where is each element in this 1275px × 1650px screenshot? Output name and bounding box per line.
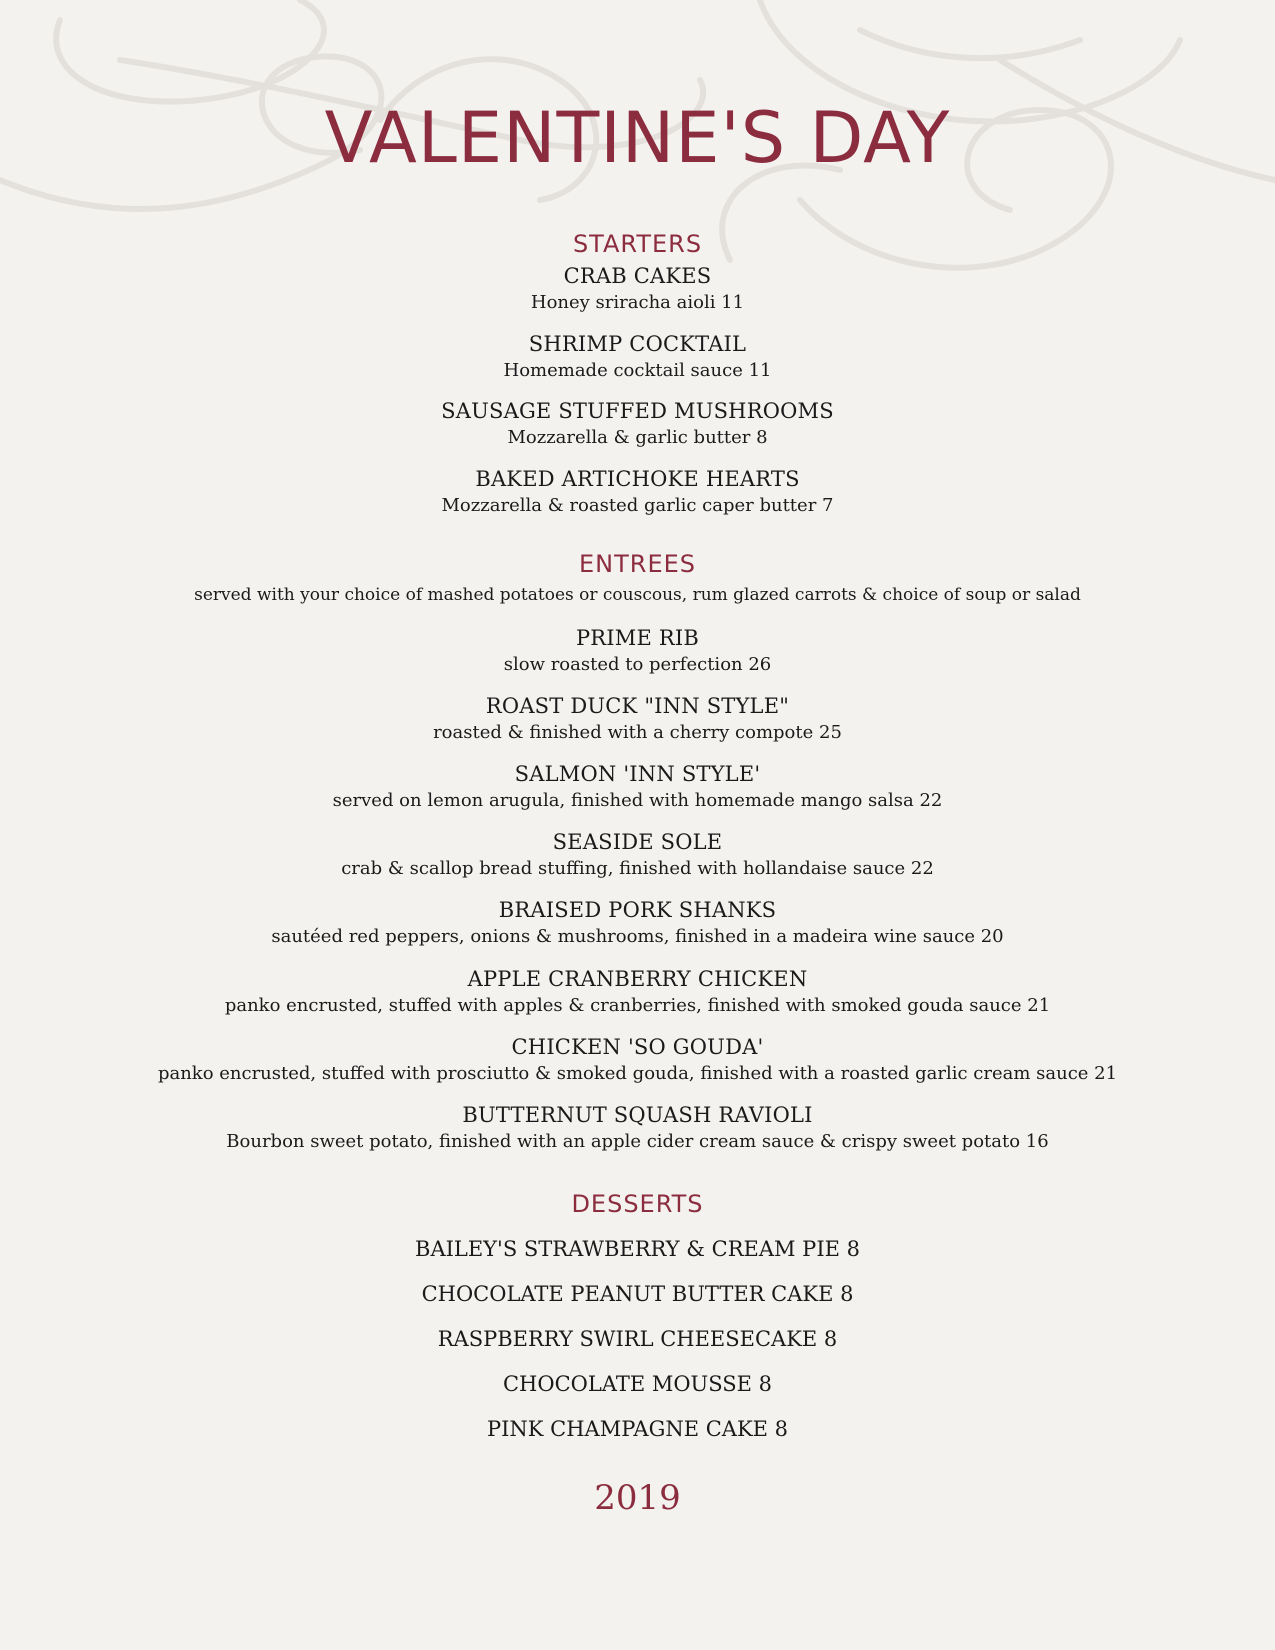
item-description: Honey sriracha aioli 11 [530,292,745,313]
starters-heading: STARTERS [572,230,703,258]
menu-item [0,966,1275,1018]
dessert-item: CHOCOLATE PEANUT BUTTER CAKE 8 [421,1282,854,1306]
dessert-item: BAILEY'S STRAWBERRY & CREAM PIE 8 [415,1237,860,1261]
item-name: BAKED ARTICHOKE HEARTS [475,467,800,491]
item-name: SALMON 'INN STYLE' [514,762,761,786]
menu-item [0,693,1275,745]
item-name: SAUSAGE STUFFED MUSHROOMS [441,399,834,423]
item-description: Mozzarella & roasted garlic caper butter 7 [441,495,834,516]
menu-item [0,1102,1275,1154]
item-name: SHRIMP COCKTAIL [528,332,747,356]
menu-item [0,398,1275,450]
item-name: PRIME RIB [575,626,700,650]
menu-item [0,1034,1275,1086]
item-description: sautéed red peppers, onions & mushrooms, finished in a madeira wine sauce 20 [271,926,1004,947]
menu-year: 2019 [594,1478,681,1518]
entrees-heading: ENTREES [578,550,696,578]
item-name: CHICKEN 'SO GOUDA' [511,1035,764,1059]
item-name: APPLE CRANBERRY CHICKEN [467,967,808,991]
menu-item [0,829,1275,881]
item-name: CRAB CAKES [563,264,712,288]
item-description: Homemade cocktail sauce 11 [503,360,772,381]
item-description: Mozzarella & garlic butter 8 [507,427,768,448]
item-description: panko encrusted, stuffed with apples & cranberries, finished with smoked gouda sauce 21 [224,995,1051,1016]
dessert-item: PINK CHAMPAGNE CAKE 8 [486,1417,789,1441]
item-description: roasted & finished with a cherry compote 25 [433,722,842,743]
menu-item [0,897,1275,949]
dessert-item: RASPBERRY SWIRL CHEESECAKE 8 [437,1327,838,1351]
item-description: slow roasted to perfection 26 [503,654,772,675]
dessert-list [0,1227,1275,1452]
menu-item [0,625,1275,677]
menu-item [0,761,1275,813]
item-description: panko encrusted, stuffed with prosciutto & smoked gouda, finished with a roasted garlic cream sauce 21 [157,1063,1118,1084]
item-name: ROAST DUCK "INN STYLE" [485,694,790,718]
menu-item [0,263,1275,315]
item-description: served on lemon arugula, finished with homemade mango salsa 22 [332,790,943,811]
entrees-note: served with your choice of mashed potatoes or couscous, rum glazed carrots & choice of soup or salad [194,585,1081,605]
menu-item [0,331,1275,383]
item-name: BUTTERNUT SQUASH RAVIOLI [462,1103,813,1127]
item-description: Bourbon sweet potato, finished with an apple cider cream sauce & crispy sweet potato 16 [226,1131,1049,1152]
item-name: SEASIDE SOLE [552,830,723,854]
item-name: BRAISED PORK SHANKS [498,898,777,922]
item-description: crab & scallop bread stuffing, finished with hollandaise sauce 22 [341,858,934,879]
page-title: VALENTINE'S DAY [324,97,951,179]
desserts-heading: DESSERTS [571,1190,704,1218]
menu-item [0,466,1275,518]
dessert-item: CHOCOLATE MOUSSE 8 [502,1372,773,1396]
